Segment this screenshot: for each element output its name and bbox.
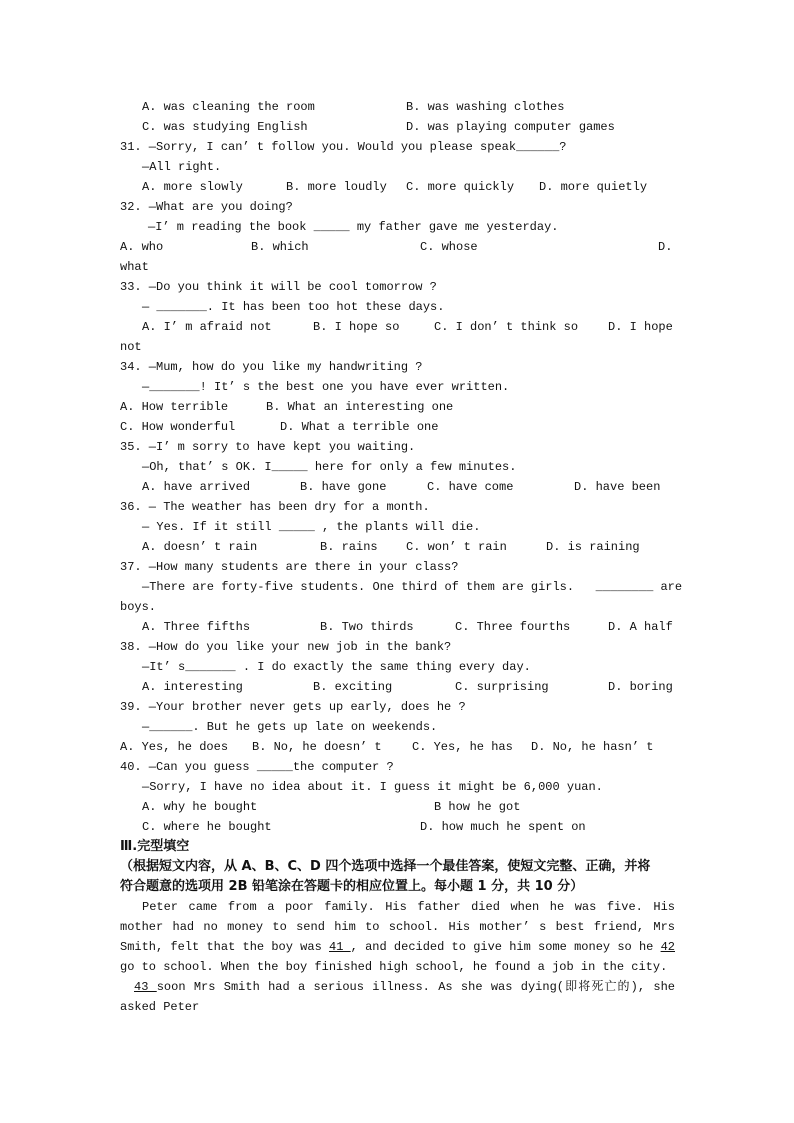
q40-option-c[interactable]: C. where he bought bbox=[142, 820, 272, 834]
q35-option-b[interactable]: B. have gone bbox=[300, 480, 387, 494]
q30-option-d[interactable]: D. was playing computer games bbox=[406, 120, 615, 134]
q34-stem: 34. —Mum, how do you like my handwriting ? bbox=[120, 360, 423, 374]
blank-41[interactable]: 41 bbox=[329, 940, 351, 954]
q31-option-d[interactable]: D. more quietly bbox=[539, 180, 648, 194]
q40-option-d[interactable]: D. how much he spent on bbox=[420, 820, 586, 834]
q32-reply: —I’ m reading the book _____ my father gave me yesterday. bbox=[148, 220, 559, 234]
q32-options bbox=[120, 237, 675, 257]
q33-stem: 33. —Do you think it will be cool tomorrow ? bbox=[120, 280, 437, 294]
q30-options-row-2 bbox=[120, 117, 675, 137]
q30-option-b[interactable]: B. was washing clothes bbox=[406, 100, 565, 114]
q33-option-d[interactable]: D. I hope bbox=[608, 320, 673, 334]
q40-stem: 40. —Can you guess _____the computer ? bbox=[120, 760, 394, 774]
passage-text-2: , and decided to give him some money so he bbox=[350, 940, 661, 954]
q32-option-a[interactable]: A. who bbox=[120, 240, 164, 254]
q36-stem: 36. — The weather has been dry for a month. bbox=[120, 500, 430, 514]
q37-options bbox=[120, 617, 675, 637]
q32-option-d[interactable]: D. bbox=[658, 240, 673, 254]
q34-option-a[interactable]: A. How terrible bbox=[120, 400, 229, 414]
q35-reply: —Oh, that’ s OK. I_____ here for only a few minutes. bbox=[142, 460, 517, 474]
q39-reply: —______. But he gets up late on weekends. bbox=[142, 720, 438, 734]
q34-option-d[interactable]: D. What a terrible one bbox=[280, 420, 439, 434]
q37-stem: 37. —How many students are there in your class? bbox=[120, 560, 459, 574]
q33-option-a[interactable]: A. I’ m afraid not bbox=[142, 320, 272, 334]
q30-option-c[interactable]: C. was studying English bbox=[142, 120, 308, 134]
q39-options bbox=[120, 737, 675, 757]
q39-option-d[interactable]: D. No, he hasn’ t bbox=[531, 740, 654, 754]
q36-option-b[interactable]: B. rains bbox=[320, 540, 378, 554]
passage-text-3: go to school. When the boy finished high school, he found a job in the city. bbox=[120, 960, 668, 974]
q34-option-c[interactable]: C. How wonderful bbox=[120, 420, 236, 434]
passage-text-4: soon Mrs Smith had a serious illness. As she was dying(即将死亡的), she asked Peter bbox=[120, 980, 675, 1014]
q30-option-a[interactable]: A. was cleaning the room bbox=[142, 100, 315, 114]
q36-option-a[interactable]: A. doesn’ t rain bbox=[142, 540, 258, 554]
q31-options bbox=[120, 177, 675, 197]
q33-option-c[interactable]: C. I don’ t think so bbox=[434, 320, 579, 334]
q31-option-c[interactable]: C. more quickly bbox=[406, 180, 515, 194]
q31-option-a[interactable]: A. more slowly bbox=[142, 180, 243, 194]
q33-reply: — _______. It has been too hot these days. bbox=[142, 300, 445, 314]
q31-option-b[interactable]: B. more loudly bbox=[286, 180, 387, 194]
q32-option-d-wrap: what bbox=[120, 260, 149, 274]
passage-paragraph-1 bbox=[120, 897, 675, 977]
q38-option-a[interactable]: A. interesting bbox=[142, 680, 243, 694]
q39-option-a[interactable]: A. Yes, he does bbox=[120, 740, 229, 754]
q37-option-a[interactable]: A. Three fifths bbox=[142, 620, 251, 634]
q38-options bbox=[120, 677, 675, 697]
exam-page bbox=[120, 97, 683, 1017]
q32-stem: 32. —What are you doing? bbox=[120, 200, 293, 214]
q38-option-d[interactable]: D. boring bbox=[608, 680, 673, 694]
q31-stem: 31. —Sorry, I can’ t follow you. Would you please speak______? bbox=[120, 140, 567, 154]
q33-options bbox=[120, 317, 675, 337]
q40-reply: —Sorry, I have no idea about it. I guess it might be 6,000 yuan. bbox=[142, 780, 603, 794]
q35-stem: 35. —I’ m sorry to have kept you waiting. bbox=[120, 440, 416, 454]
q34-option-b[interactable]: B. What an interesting one bbox=[266, 400, 454, 414]
q38-option-c[interactable]: C. surprising bbox=[455, 680, 549, 694]
section-instruction-line-2: 符合题意的选项用 2B 铅笔涂在答题卡的相应位置上。每小题 1 分，共 10 分） bbox=[120, 879, 584, 894]
q34-options-row-1 bbox=[120, 397, 675, 417]
q36-options bbox=[120, 537, 675, 557]
q37-option-b[interactable]: B. Two thirds bbox=[320, 620, 414, 634]
q37-option-c[interactable]: C. Three fourths bbox=[455, 620, 571, 634]
q37-option-d[interactable]: D. A half bbox=[608, 620, 673, 634]
q38-stem: 38. —How do you like your new job in the bank? bbox=[120, 640, 452, 654]
q32-option-c[interactable]: C. whose bbox=[420, 240, 478, 254]
blank-43[interactable]: 43 bbox=[134, 980, 157, 994]
blank-42[interactable]: 42 bbox=[660, 940, 675, 954]
q40-options-row-1 bbox=[120, 797, 675, 817]
q34-options-row-2 bbox=[120, 417, 675, 437]
passage-text-1: Peter came from a poor family. His father died when he was five. His mother had no money to send him to school. His mother’ s best friend, Mrs Smith, felt that the boy was bbox=[120, 900, 675, 954]
q40-option-b[interactable]: B how he got bbox=[434, 800, 521, 814]
q39-option-c[interactable]: C. Yes, he has bbox=[412, 740, 513, 754]
q35-option-c[interactable]: C. have come bbox=[427, 480, 514, 494]
q37-reply-wrap: boys. bbox=[120, 600, 157, 614]
q32-option-b[interactable]: B. which bbox=[251, 240, 309, 254]
q37-reply: —There are forty-five students. One third of them are girls. ________ are bbox=[142, 580, 683, 594]
passage-paragraph-2 bbox=[120, 977, 675, 1017]
q38-option-b[interactable]: B. exciting bbox=[313, 680, 393, 694]
section-heading: Ⅲ.完型填空 bbox=[120, 839, 190, 854]
q36-option-c[interactable]: C. won’ t rain bbox=[406, 540, 507, 554]
q39-stem: 39. —Your brother never gets up early, does he ? bbox=[120, 700, 466, 714]
q36-reply: — Yes. If it still _____ , the plants will die. bbox=[142, 520, 481, 534]
q30-options-row-1 bbox=[120, 97, 675, 117]
q33-option-b[interactable]: B. I hope so bbox=[313, 320, 400, 334]
q35-options bbox=[120, 477, 675, 497]
q35-option-a[interactable]: A. have arrived bbox=[142, 480, 251, 494]
q31-reply: —All right. bbox=[142, 160, 222, 174]
q33-option-d-wrap: not bbox=[120, 340, 142, 354]
q38-reply: —It’ s_______ . I do exactly the same thing every day. bbox=[142, 660, 531, 674]
q39-option-b[interactable]: B. No, he doesn’ t bbox=[252, 740, 382, 754]
section-instruction-line-1: （根据短文内容，从 A、B、C、D 四个选项中选择一个最佳答案，使短文完整、正确，并将 bbox=[120, 859, 651, 874]
q36-option-d[interactable]: D. is raining bbox=[546, 540, 640, 554]
q34-reply: —_______! It’ s the best one you have ever written. bbox=[142, 380, 510, 394]
q35-option-d[interactable]: D. have been bbox=[574, 480, 661, 494]
q40-options-row-2 bbox=[120, 817, 675, 837]
q40-option-a[interactable]: A. why he bought bbox=[142, 800, 258, 814]
